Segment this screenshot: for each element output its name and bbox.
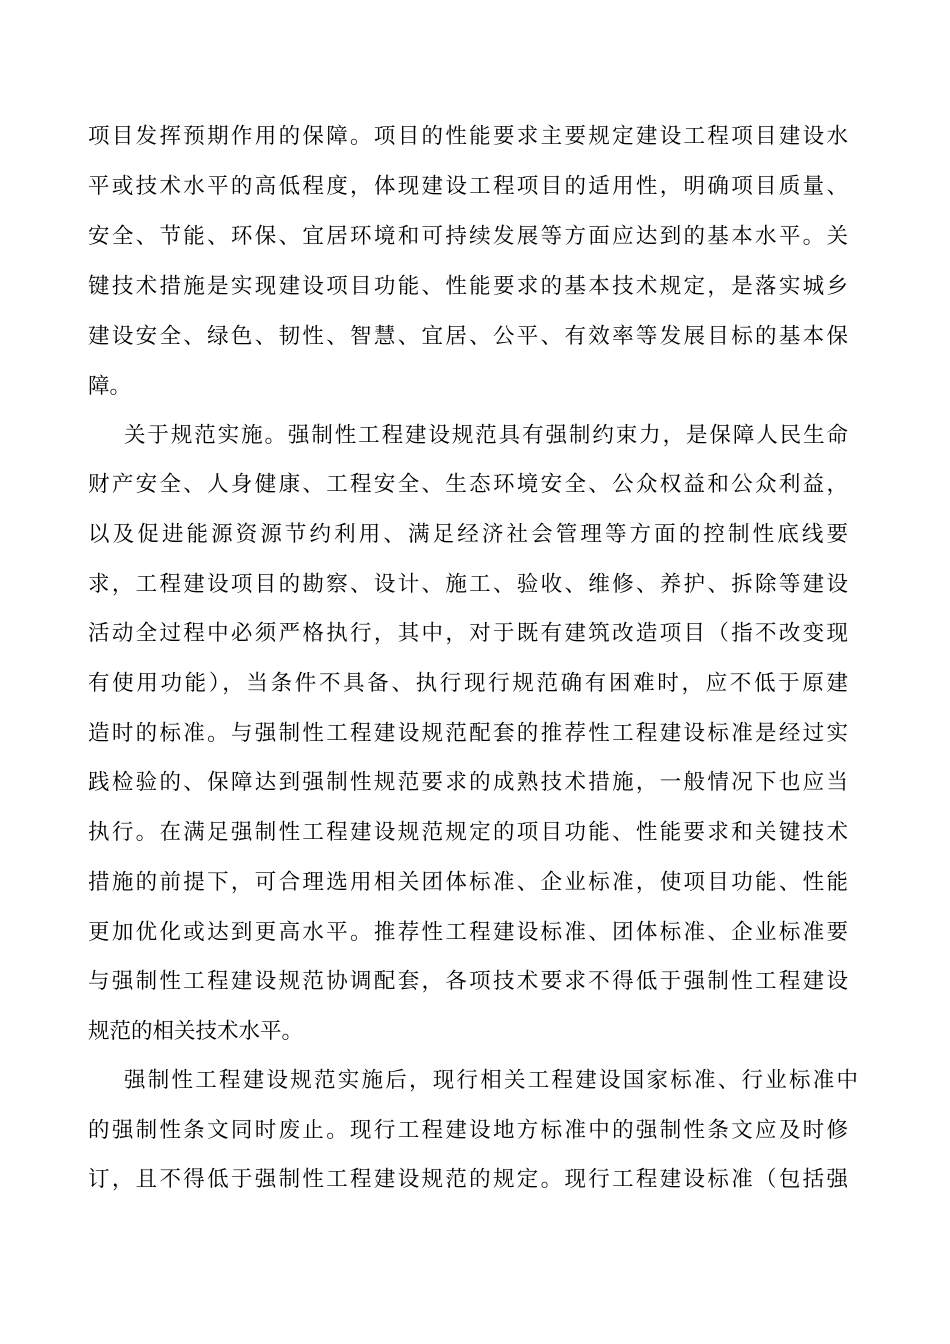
paragraph-2-line-12: 与强制性工程建设规范协调配套，各项技术要求不得低于强制性工程建设	[88, 969, 848, 994]
paragraph-1-line-1: 项目发挥预期作用的保障。项目的性能要求主要规定建设工程项目建设水	[88, 124, 848, 149]
paragraph-1-line-3: 安全、节能、环保、宜居环境和可持续发展等方面应达到的基本水平。关	[88, 224, 848, 249]
paragraph-2-line-7: 造时的标准。与强制性工程建设规范配套的推荐性工程建设标准是经过实	[88, 721, 848, 746]
paragraph-2-line-4: 求，工程建设项目的勘察、设计、施工、验收、维修、养护、拆除等建设	[88, 572, 848, 597]
paragraph-2-line-3: 以及促进能源资源节约利用、满足经济社会管理等方面的控制性底线要	[88, 522, 848, 547]
paragraph-2-line-5: 活动全过程中必须严格执行，其中，对于既有建筑改造项目（指不改变现	[88, 621, 848, 646]
paragraph-2-line-11: 更加优化或达到更高水平。推荐性工程建设标准、团体标准、企业标准要	[88, 920, 848, 945]
paragraph-2-line-10: 措施的前提下，可合理选用相关团体标准、企业标准，使项目功能、性能	[88, 870, 848, 895]
paragraph-2-line-9: 执行。在满足强制性工程建设规范规定的项目功能、性能要求和关键技术	[88, 820, 848, 845]
paragraph-2-line-2: 财产安全、人身健康、工程安全、生态环境安全、公众权益和公众利益，	[88, 472, 848, 497]
paragraph-3-line-2: 的强制性条文同时废止。现行工程建设地方标准中的强制性条文应及时修	[88, 1118, 848, 1143]
paragraph-2-line-6: 有使用功能），当条件不具备、执行现行规范确有困难时，应不低于原建	[88, 671, 848, 696]
paragraph-2-line-1: 关于规范实施。强制性工程建设规范具有强制约束力，是保障人民生命	[124, 423, 848, 448]
paragraph-1-line-5: 建设安全、绿色、韧性、智慧、宜居、公平、有效率等发展目标的基本保	[88, 324, 848, 349]
paragraph-2-line-13: 规范的相关技术水平。	[88, 1019, 304, 1044]
paragraph-3-line-1: 强制性工程建设规范实施后，现行相关工程建设国家标准、行业标准中	[124, 1068, 858, 1093]
paragraph-3-line-3: 订，且不得低于强制性工程建设规范的规定。现行工程建设标准（包括强	[88, 1167, 848, 1192]
paragraph-1-line-6: 障。	[88, 374, 132, 399]
paragraph-2-line-8: 践检验的、保障达到强制性规范要求的成熟技术措施，一般情况下也应当	[88, 770, 848, 795]
paragraph-1-line-2: 平或技术水平的高低程度，体现建设工程项目的适用性，明确项目质量、	[88, 174, 848, 199]
paragraph-1-line-4: 键技术措施是实现建设项目功能、性能要求的基本技术规定，是落实城乡	[88, 274, 848, 299]
